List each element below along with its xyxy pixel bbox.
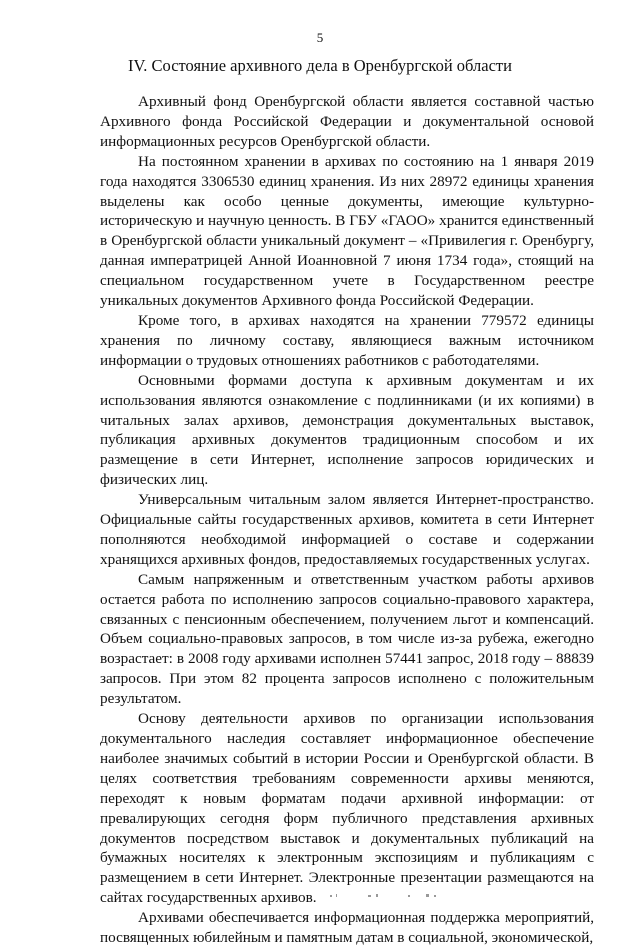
paragraph: Кроме того, в архивах находятся на хранении 779572 единицы хранения по личному составу, являющиеся важным источником информации о трудовых отношениях работников с работодателями. [100, 311, 594, 369]
paragraph: На постоянном хранении в архивах по состоянию на 1 января 2019 года находятся 3306530 единиц хранения. Из них 28972 единицы хранения выделены как особо ценные документы, имеющие культурно-историческую и научную ценность. В ГБУ «ГАОО» хранится единственный в Оренбургской области уникальный документ – «Привилегия г. Оренбургу, данная императрицей Анной Иоанновной 7 июня 1734 года», стоящий на специальном государственном учете в Государственном реестре уникальных документов Архивного фонда Российской Федерации. [100, 152, 594, 310]
section-heading: IV. Состояние архивного дела в Оренбургской области [128, 56, 512, 75]
scan-artifact-marks [330, 893, 440, 899]
page-number: 5 [316, 30, 324, 45]
paragraph: Универсальным читальным залом является Интернет-пространство. Официальные сайты государственных архивов, комитета в сети Интернет пополняются необходимой информацией о составе и содержании хранящихся архивных фондов, предоставляемых государственных услугах. [100, 491, 594, 568]
paragraph: Основу деятельности архивов по организации использования документального наследия составляет информационное обеспечение наиболее значимых событий в истории России и Оренбургской области. В целях соответствия требованиям современности архивы меняются, переходят к новым форматам подачи архивной информации: от превалирующих сегодня форм публичного представления архивных документов посредством выставок и документальных публикаций на бумажных носителях к электронным экспозициям и публикациям с размещением в сети Интернет. Электронные презентации размещаются на сайтах государственных архивов. [100, 710, 594, 907]
body-text [100, 92, 594, 948]
paragraph: Самым напряженным и ответственным участком работы архивов остается работа по исполнению запросов социально-правового характера, связанных с пенсионным обеспечением, получением льгот и компенсаций. Объем социально-правовых запросов, в том числе из-за рубежа, ежегодно возрастает: в 2008 году архивами исполнен 57441 запрос, 2018 году – 88839 запросов. При этом 82 процента запросов исполнено с положительным результатом. [100, 570, 594, 708]
paragraph: Архивами обеспечивается информационная поддержка мероприятий, посвященных юбилейным и памятным датам в социальной, экономической, [100, 909, 594, 947]
paragraph: Основными формами доступа к архивным документам и их использования являются ознакомление с подлинниками (и их копиями) в читальных залах архивов, демонстрация документальных выставок, публикация архивных документов традиционным способом и их размещение в сети Интернет, исполнение запросов юридических и физических лиц. [100, 371, 594, 489]
paragraph: Архивный фонд Оренбургской области является составной частью Архивного фонда Российской Федерации и документальной основой информационных ресурсов Оренбургской области. [100, 93, 594, 150]
